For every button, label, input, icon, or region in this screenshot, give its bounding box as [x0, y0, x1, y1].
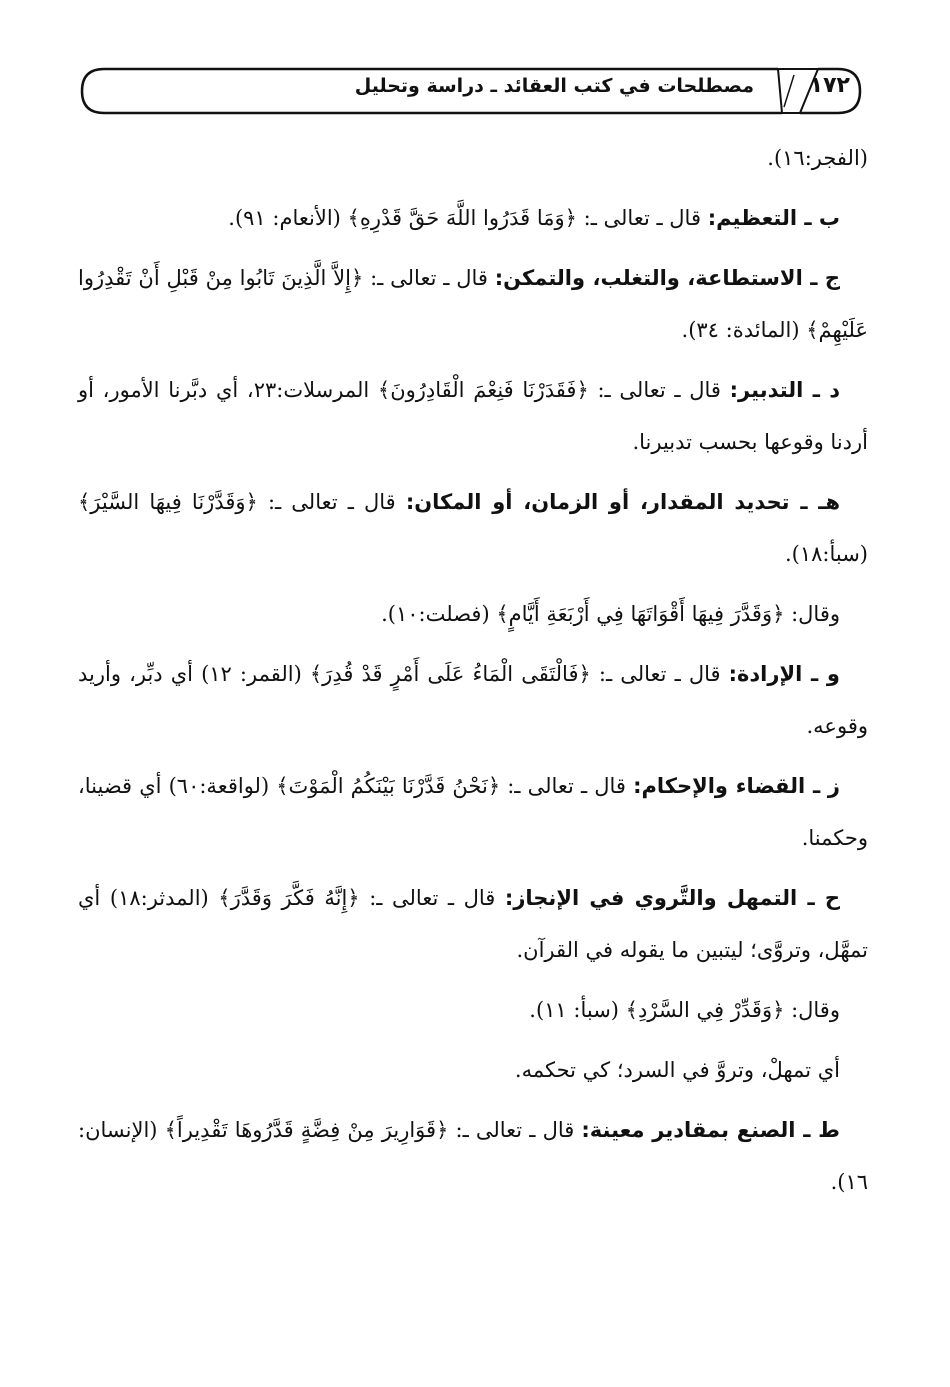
term-heading: هـ ـ تحديد المقدار، أو الزمان، أو المكان:: [405, 490, 841, 514]
paragraph-tamahhul: [78, 872, 868, 976]
term-heading: ب ـ التعظيم:: [707, 206, 840, 230]
paragraph-text: قال ـ تعالى ـ: ﴿إِنَّهُ فَكَّرَ وَقَدَّرَ﴾ (المدثر:١٨) أي تمهَّل، وتروَّى؛ ليتبين ما يقوله في القرآن.: [78, 886, 868, 962]
term-heading: ج ـ الاستطاعة، والتغلب، والتمكن:: [494, 266, 840, 290]
paragraph-text: وقال: ﴿وَقَدَّرَ فِيهَا أَقْوَاتَهَا فِي أَرْبَعَةِ أَيَّامٍ﴾ (فصلت:١٠).: [381, 602, 840, 626]
paragraph-tadbir: [78, 364, 868, 468]
paragraph-istitaa: [78, 252, 868, 356]
paragraph-taazim: [78, 192, 868, 244]
term-heading: ط ـ الصنع بمقادير معينة:: [581, 1118, 840, 1142]
term-heading: د ـ التدبير:: [729, 378, 840, 402]
paragraph-continuation: [78, 132, 868, 184]
paragraph-text: قال ـ تعالى ـ: ﴿فَالْتَقَى الْمَاءُ عَلَى أَمْرٍ قَدْ قُدِرَ﴾ (القمر: ١٢) أي دبِّر، وأريد وقوعه.: [78, 662, 868, 738]
paragraph-text: قال ـ تعالى ـ: ﴿وَمَا قَدَرُوا اللَّهَ حَقَّ قَدْرِهِ﴾ (الأنعام: ٩١).: [228, 206, 708, 230]
paragraph-text: وقال: ﴿وَقَدِّرْ فِي السَّرْدِ﴾ (سبأ: ١١).: [529, 998, 840, 1022]
paragraph-text: قال ـ تعالى ـ: ﴿إِلاَّ الَّذِينَ تَابُوا مِنْ قَبْلِ أَنْ تَقْدِرُوا عَلَيْهِمْ﴾ (المائدة: ٣٤).: [78, 266, 868, 342]
paragraph-text: قال ـ تعالى ـ: ﴿فَقَدَرْنَا فَنِعْمَ الْقَادِرُونَ﴾ المرسلات:٢٣، أي دبَّرنا الأمور، أو أردنا وقوعها بحسب تدبيرنا.: [78, 378, 868, 454]
paragraph-text: (الفجر:١٦).: [767, 146, 868, 170]
paragraph-tahdid: [78, 476, 868, 580]
paragraph-text: أي تمهلْ، وتروَّ في السرد؛ كي تحكمه.: [514, 1058, 840, 1082]
paragraph-text: قال ـ تعالى ـ: ﴿نَحْنُ قَدَّرْنَا بَيْنَكُمُ الْمَوْتَ﴾ (لواقعة:٦٠) أي قضينا، وحكمنا.: [78, 774, 868, 850]
running-title: مصطلحات في كتب العقائد ـ دراسة وتحليل: [354, 75, 754, 97]
paragraph-irada: [78, 648, 868, 752]
paragraph-fussilat: [78, 588, 868, 640]
paragraph-text: قال ـ تعالى ـ: ﴿وَقَدَّرْنَا فِيهَا السَّيْرَ﴾ (سبأ:١٨).: [78, 490, 868, 566]
paragraph-text: قال ـ تعالى ـ: ﴿قَوَارِيرَ مِنْ فِضَّةٍ قَدَّرُوهَا تَقْدِيراً﴾ (الإنسان: ١٦).: [78, 1118, 868, 1194]
paragraph-saba: [78, 984, 868, 1036]
paragraph-explanation: [78, 1044, 868, 1096]
page-number: ١٧٢: [809, 73, 850, 98]
paragraph-sun: [78, 1104, 868, 1208]
term-heading: ح ـ التمهل والتَّروي في الإنجاز:: [504, 886, 841, 910]
paragraph-qada: [78, 760, 868, 864]
running-header: [78, 65, 864, 117]
term-heading: ز ـ القضاء والإحكام:: [633, 774, 841, 798]
term-heading: و ـ الإرادة:: [728, 662, 840, 686]
page-body: [78, 132, 868, 1216]
